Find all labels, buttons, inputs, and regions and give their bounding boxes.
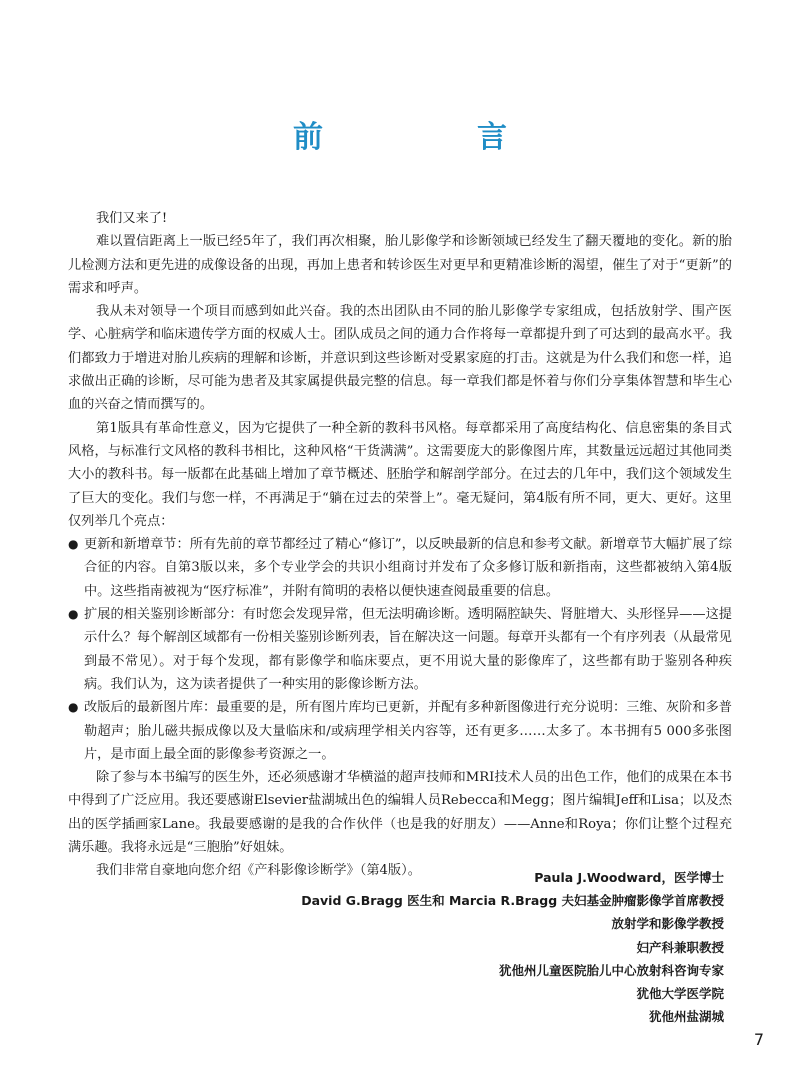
highlight-list	[68, 533, 732, 766]
paragraph: 我从未对领导一个项目而感到如此兴奋。我的杰出团队由不同的胎儿影像学专家组成，包括放射学、围产医学、心脏病学和临床遗传学方面的权威人士。团队成员之间的通力合作将每一章都提升到了可达到的最高水平。我们都致力于增进对胎儿疾病的理解和诊断，并意识到这些诊断对受累家庭的打击。这就是为什么我们和您一样，追求做出正确的诊断，尽可能为患者及其家属提供最完整的信息。每一章我们都是怀着与你们分享集体智慧和毕生心血的兴奋之情而撰写的。	[68, 304, 732, 413]
paragraph: 难以置信距离上一版已经5年了，我们再次相聚，胎儿影像学和诊断领域已经发生了翻天覆地的变化。新的胎儿检测方法和更先进的成像设备的出现，再加上患者和转诊医生对更早和更精准诊断的渴望，催生了对于“更新”的需求和呼声。	[68, 234, 732, 296]
list-item-text: 扩展的相关鉴别诊断部分：有时您会发现异常，但无法明确诊断。透明隔腔缺失、肾脏增大、头形怪异——这提示什么？每个解剖区域都有一份相关鉴别诊断列表，旨在解决这一问题。每章开头都有一个有序列表（从最常见到最不常见）。对于每个发现，都有影像学和临床要点，更不用说大量的影像库了，这些都有助于鉴别各种疾病。我们认为，这为读者提供了一种实用的影像诊断方法。	[84, 607, 732, 692]
bullet-icon: ●	[68, 607, 79, 622]
paragraph: 第1版具有革命性意义，因为它提供了一种全新的教科书风格。每章都采用了高度结构化、信息密集的条目式风格，与标准行文风格的教科书相比，这种风格“干货满满”。这需要庞大的影像图片库，其数量远远超过其他同类大小的教科书。每一版都在此基础上增加了章节概述、胚胎学和解剖学部分。在过去的几年中，我们这个领域发生了巨大的变化。我们与您一样，不再满足于“躺在过去的荣誉上”。毫无疑问，第4版有所不同，更大、更好。这里仅列举几个亮点：	[68, 420, 732, 529]
signature-location: 犹他州盐湖城	[648, 1009, 724, 1025]
signature-title: David G.Bragg 医生和 Marcia R.Bragg 夫妇基金肿瘤影像学首席教授	[301, 893, 724, 909]
signature-affiliation: 犹他大学医学院	[636, 986, 724, 1002]
list-item	[68, 603, 732, 696]
page-title: 前 言	[293, 120, 569, 155]
signature-name: Paula J.Woodward，医学博士	[534, 870, 724, 885]
paragraph-greeting: 我们又来了!	[96, 211, 168, 226]
signature-title: 放射学和影像学教授	[611, 916, 724, 932]
list-item-text: 更新和新增章节：所有先前的章节都经过了精心“修订”，以反映最新的信息和参考文献。新增章节大幅扩展了综合征的内容。自第3版以来，多个专业学会的共识小组商讨并发布了众多修订版和新指南，这些都被纳入第4版中。这些指南被视为“医疗标准”，并附有简明的表格以便快速查阅最重要的信息。	[84, 537, 732, 599]
signature-title: 妇产科兼职教授	[636, 939, 724, 955]
signature-title: 犹他州儿童医院胎儿中心放射科咨询专家	[498, 962, 724, 978]
bullet-icon: ●	[68, 537, 79, 552]
author-signature	[301, 866, 724, 1028]
paragraph: 我们非常自豪地向您介绍《产科影像诊断学》（第4版）。	[96, 863, 421, 879]
page-number: 7	[753, 1030, 764, 1049]
list-item	[68, 696, 732, 766]
bullet-icon: ●	[68, 700, 79, 715]
list-item	[68, 533, 732, 603]
list-item-text: 改版后的最新图片库：最重要的是，所有图片库均已更新，并配有多种新图像进行充分说明：三维、灰阶和多普勒超声；胎儿磁共振成像以及大量临床和/或病理学相关内容等，还有更多……太多了。本书拥有5 000多张图片，是市面上最全面的影像参考资源之一。	[84, 700, 732, 762]
preface-body	[68, 207, 732, 883]
paragraph: 除了参与本书编写的医生外，还必须感谢才华横溢的超声技师和MRI技术人员的出色工作，他们的成果在本书中得到了广泛应用。我还要感谢Elsevier盐湖城出色的编辑人员Rebecca和Megg；图片编辑Jeff和Lisa；以及杰出的医学插画家Lane。我最要感谢的是我的合作伙伴（也是我的好朋友）——Anne和Roya；你们让整个过程充满乐趣。我将永远是“三胞胎”好姐妹。	[68, 770, 732, 856]
